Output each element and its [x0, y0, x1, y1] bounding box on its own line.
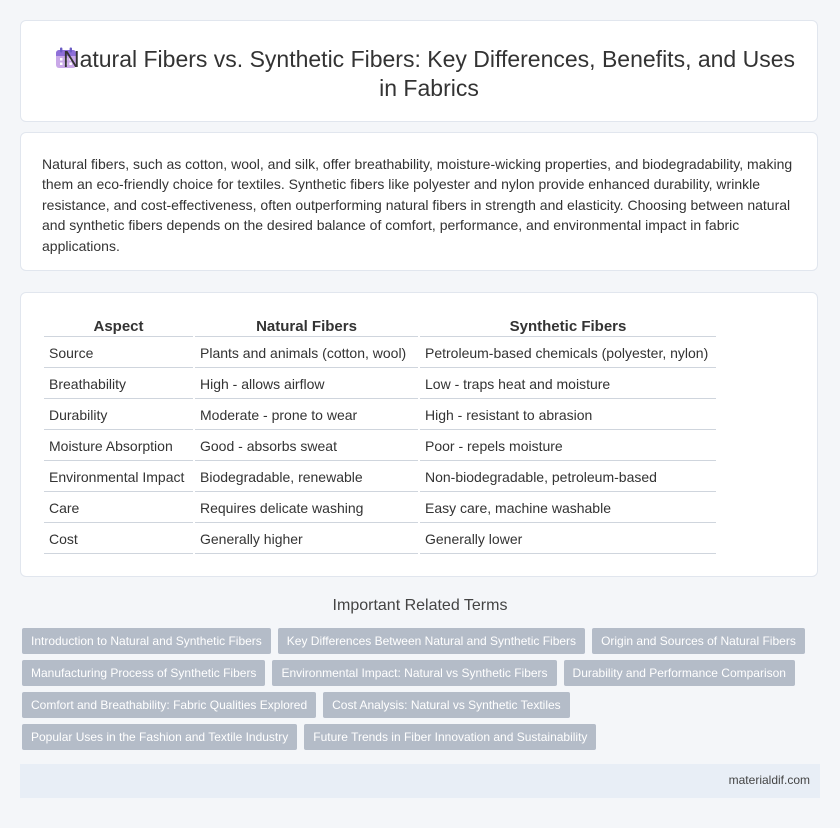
related-term-tag[interactable]: Key Differences Between Natural and Synthetic Fibers [278, 628, 585, 654]
table-cell: Biodegradable, renewable [195, 463, 418, 492]
table-cell: Environmental Impact [44, 463, 193, 492]
related-term-tag[interactable]: Popular Uses in the Fashion and Textile Industry [22, 724, 297, 750]
table-cell: Requires delicate washing [195, 494, 418, 523]
related-term-tag[interactable]: Durability and Performance Comparison [564, 660, 795, 686]
table-cell: Breathability [44, 370, 193, 399]
related-term-tag[interactable]: Environmental Impact: Natural vs Synthetic Fibers [272, 660, 556, 686]
table-cell: Non-biodegradable, petroleum-based [420, 463, 716, 492]
table-cell: Cost [44, 525, 193, 554]
column-header-synthetic: Synthetic Fibers [420, 318, 716, 337]
column-header-natural: Natural Fibers [195, 318, 418, 337]
table-row [44, 494, 716, 523]
table-cell: Good - absorbs sweat [195, 432, 418, 461]
table-row [44, 432, 716, 461]
intro-card [20, 132, 818, 271]
table-cell: High - allows airflow [195, 370, 418, 399]
related-term-tag[interactable]: Introduction to Natural and Synthetic Fibers [22, 628, 271, 654]
table-cell: Moderate - prone to wear [195, 401, 418, 430]
table-cell: Generally higher [195, 525, 418, 554]
footer [20, 764, 820, 798]
table-cell: Petroleum-based chemicals (polyester, nylon) [420, 339, 716, 368]
table-cell: Plants and animals (cotton, wool) [195, 339, 418, 368]
related-term-tag[interactable]: Origin and Sources of Natural Fibers [592, 628, 805, 654]
comparison-card [20, 292, 818, 577]
page-title: Natural Fibers vs. Synthetic Fibers: Key Differences, Benefits, and Uses in Fabrics [62, 46, 796, 101]
table-cell: High - resistant to abrasion [420, 401, 716, 430]
table-row [44, 401, 716, 430]
table-cell: Generally lower [420, 525, 716, 554]
table-cell: Low - traps heat and moisture [420, 370, 716, 399]
table-row [44, 463, 716, 492]
table-cell: Care [44, 494, 193, 523]
table-header-row [44, 318, 716, 337]
comparison-table [42, 316, 718, 556]
intro-paragraph: Natural fibers, such as cotton, wool, and silk, offer breathability, moisture-wicking properties, and biodegradability, making them an eco-friendly choice for textiles. Synthetic fibers like polyester and nylon provide enhanced durability, wrinkle resistance, and cost-effectiveness, often outperforming natural fibers in strength and elasticity. Choosing between natural and synthetic fibers depends on the desired balance of comfort, performance, and environmental impact in fabric applications. [42, 156, 793, 254]
table-cell: Poor - repels moisture [420, 432, 716, 461]
table-row [44, 525, 716, 554]
header-card [20, 20, 818, 122]
related-term-tag[interactable]: Future Trends in Fiber Innovation and Sustainability [304, 724, 596, 750]
table-cell: Moisture Absorption [44, 432, 193, 461]
table-row [44, 339, 716, 368]
related-terms-list [22, 628, 822, 750]
table-cell: Source [44, 339, 193, 368]
related-term-tag[interactable]: Cost Analysis: Natural vs Synthetic Textiles [323, 692, 570, 718]
table-row [44, 370, 716, 399]
table-cell: Durability [44, 401, 193, 430]
table-cell: Easy care, machine washable [420, 494, 716, 523]
footer-site-link[interactable]: materialdif.com [728, 773, 810, 787]
related-term-tag[interactable]: Comfort and Breathability: Fabric Qualities Explored [22, 692, 316, 718]
column-header-aspect: Aspect [44, 318, 193, 337]
related-term-tag[interactable]: Manufacturing Process of Synthetic Fibers [22, 660, 265, 686]
related-terms-heading: Important Related Terms [332, 597, 508, 614]
